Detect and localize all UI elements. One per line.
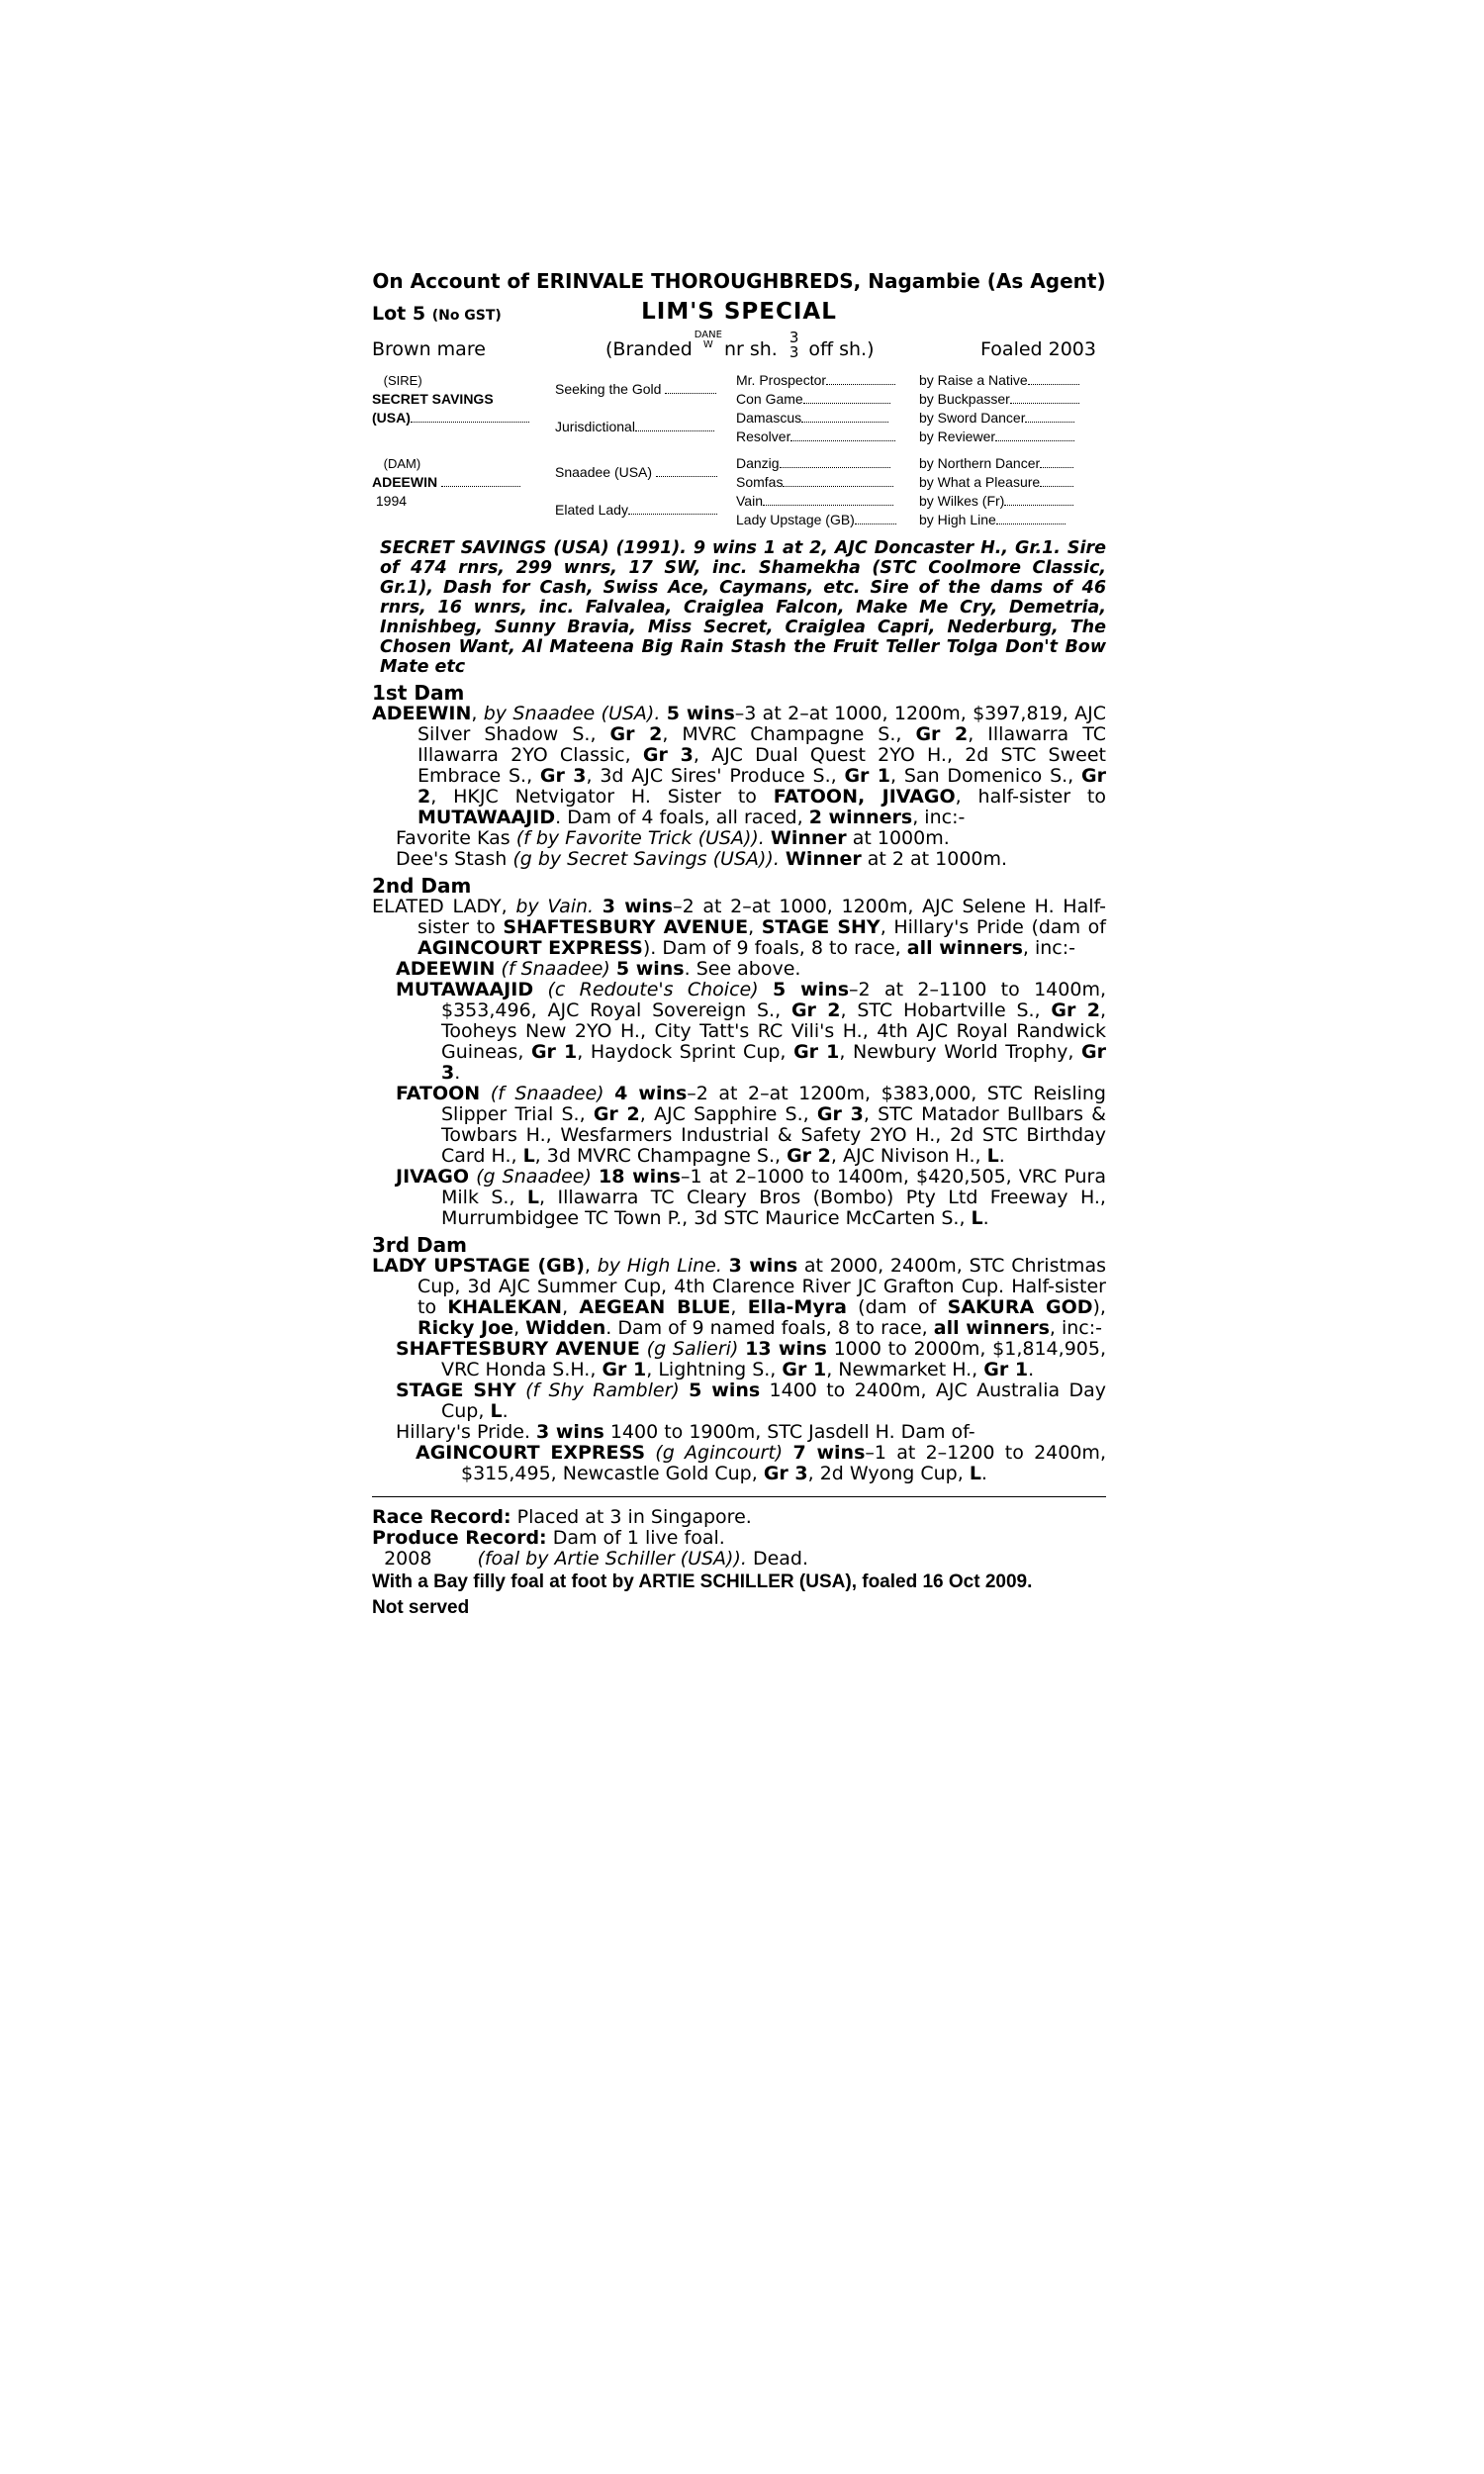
ped-gen3-4: Resolver (736, 427, 919, 445)
records-section (372, 1507, 1106, 1570)
brand-fraction (788, 328, 799, 361)
dam-tag: (DAM) (383, 455, 421, 471)
second-dam-section (372, 876, 1106, 1229)
horse-sex: Brown mare (372, 338, 486, 360)
second-dam-heading: 2nd Dam (372, 874, 472, 898)
brand-mark-top: DANE (694, 330, 722, 340)
ped-gen3-3: Damascus (736, 408, 919, 427)
first-dam-foal-2: Dee's Stash (g by Secret Savings (USA)). Winner at 2 at 1000m. (396, 848, 1008, 870)
produce-record: Produce Record: Dam of 1 live foal. (372, 1527, 725, 1549)
brand-mark-bottom: W (702, 339, 713, 350)
sire-name: SECRET SAVINGS (372, 390, 494, 407)
second-dam-entry: ELATED LADY, by Vain. 3 wins–2 at 2–at 1000, 1200m, AJC Selene H. Half-sister to SHAFTESBURY AVENUE, STAGE SHY, Hillary's Pride (dam of AGINCOURT EXPRESS). Dam of 9 foals, 8 to race, all winners, inc:- (372, 896, 1106, 959)
ped-gen2-2: Jurisdictional (555, 408, 736, 445)
race-record: Race Record: Placed at 3 in Singapore. (372, 1506, 752, 1528)
vendor-line: On Account of ERINVALE THOROUGHBREDS, Nagambie (As Agent) (372, 269, 1106, 293)
sire-country: (USA) (372, 408, 555, 427)
ped-gen4-1: by Raise a Native (919, 370, 1106, 389)
brand-mid: nr sh. (723, 338, 778, 360)
sire-summary: SECRET SAVINGS (USA) (1991). 9 wins 1 at 2, AJC Doncaster H., Gr.1. Sire of 474 rnrs, 299 wnrs, 17 SW, inc. Shamekha (STC Coolmore Classic, Gr.1), Dash for Cash, Swiss Ace, Caymans, etc. Sire of the dams of 46 rnrs, 16 wnrs, inc. Falvalea, Craiglea Falcon, Make Me Cry, Demetria, Innishbeg, Sunny Bravia, Miss Secret, Craiglea Capri, Nederburg, The Chosen Want, Al Mateena Big Rain Stash the Fruit Teller Tolga Don't Bow Mate etc (380, 538, 1106, 677)
brand-info (605, 328, 875, 361)
ped-gen3-7: Vain (736, 491, 919, 510)
second-dam-foal-mutawaajid: MUTAWAAJID (c Redoute's Choice) 5 wins–2 at 2–1100 to 1400m, $353,496, AJC Royal Sovereign S., Gr 2, STC Hobartville S., Gr 2, Tooheys New 2YO H., City Tatt's RC Vili's H., 4th AJC Royal Randwick Guineas, Gr 1, Haydock Sprint Cup, Gr 1, Newbury World Trophy, Gr 3. (396, 979, 1107, 1084)
brand-mark (695, 331, 722, 350)
third-dam-foal-shaftesbury: SHAFTESBURY AVENUE (g Salieri) 13 wins 1000 to 2000m, $1,814,905, VRC Honda S.H., Gr 1, Lightning S., Gr 1, Newmarket H., Gr 1. (396, 1338, 1106, 1380)
ped-gen4-5: by Northern Dancer (919, 453, 1106, 472)
third-dam-foal-stage-shy: STAGE SHY (f Shy Rambler) 5 wins 1400 to 2400m, AJC Australia Day Cup, L. (396, 1380, 1106, 1422)
second-dam-foal-jivago: JIVAGO (g Snaadee) 18 wins–1 at 2–1000 to 1400m, $420,505, VRC Pura Milk S., L, Illawarra TC Cleary Bros (Bombo) Pty Ltd Freeway H., Murrumbidgee TC Town P., 3d STC Maurice McCarten S., L. (396, 1166, 1106, 1229)
ped-gen4-3: by Sword Dancer (919, 408, 1106, 427)
sire-tag: (SIRE) (383, 372, 422, 388)
divider (372, 1496, 1106, 1497)
second-dam-foal-fatoon: FATOON (f Snaadee) 4 wins–2 at 2–at 1200m, $383,000, STC Reisling Slipper Trial S., Gr 2, AJC Sapphire S., Gr 3, STC Matador Bullbars & Towbars H., Wesfarmers Industrial & Safety 2YO H., 2d STC Birthday Card H., L, 3d MVRC Champagne S., Gr 2, AJC Nivison H., L. (396, 1083, 1106, 1167)
produce-2008: 2008 (foal by Artie Schiller (USA)). Dead. (384, 1548, 809, 1570)
first-dam-section (372, 683, 1106, 870)
horse-details-row (372, 328, 1106, 366)
ped-gen3-2: Con Game (736, 389, 919, 408)
third-dam-foal-hillarys-pride: Hillary's Pride. 3 wins 1400 to 1900m, STC Jasdell H. Dam of- (396, 1421, 975, 1443)
first-dam-heading: 1st Dam (372, 681, 465, 705)
first-dam-entry: ADEEWIN, by Snaadee (USA). 5 wins–3 at 2–at 1000, 1200m, $397,819, AJC Silver Shadow S., Gr 2, MVRC Champagne S., Gr 2, Illawarra TC Illawarra 2YO Classic, Gr 3, AJC Dual Quest 2YO H., 2d STC Sweet Embrace S., Gr 3, 3d AJC Sires' Produce S., Gr 1, San Domenico S., Gr 2, HKJC Netvigator H. Sister to FATOON, JIVAGO, half-sister to MUTAWAAJID. Dam of 4 foals, all raced, 2 winners, inc:- (372, 703, 1106, 828)
horse-name: LIM'S SPECIAL (641, 299, 837, 325)
ped-gen4-4: by Reviewer (919, 427, 1106, 445)
served-status: Not served (372, 1597, 470, 1618)
catalogue-page (372, 269, 1106, 1621)
third-dam-section (372, 1235, 1106, 1484)
ped-gen3-1: Mr. Prospector (736, 370, 919, 389)
dam-year: 1994 (375, 492, 408, 509)
lot-label: Lot 5 (372, 303, 426, 325)
ped-gen4-7: by Wilkes (Fr) (919, 491, 1106, 510)
closing-notes (372, 1570, 1106, 1621)
ped-gen2-3: Snaadee (USA) (555, 453, 736, 491)
pedigree-table (372, 370, 1106, 528)
ped-gen3-6: Somfas (736, 472, 919, 491)
foal-at-foot: With a Bay filly foal at foot by ARTIE SCHILLER (USA), foaled 16 Oct 2009. (372, 1571, 1033, 1592)
third-dam-entry: LADY UPSTAGE (GB), by High Line. 3 wins at 2000, 2400m, STC Christmas Cup, 3d AJC Summer Cup, 4th Clarence River JC Grafton Cup. Half-sister to KHALEKAN, AEGEAN BLUE, Ella-Myra (dam of SAKURA GOD), Ricky Joe, Widden. Dam of 9 named foals, 8 to race, all winners, inc:- (372, 1255, 1106, 1339)
dam-name: ADEEWIN (372, 472, 555, 491)
ped-gen3-8: Lady Upstage (GB) (736, 510, 919, 528)
second-dam-foal-adeewin: ADEEWIN (f Snaadee) 5 wins. See above. (396, 958, 801, 980)
ped-gen4-2: by Buckpasser (919, 389, 1106, 408)
brand-fraction-top: 3 (788, 328, 799, 346)
gst-note: (No GST) (431, 308, 502, 324)
lot-row (372, 301, 1106, 331)
third-dam-grandfoal-agincourt: AGINCOURT EXPRESS (g Agincourt) 7 wins–1 at 2–1200 to 2400m, $315,495, Newcastle Gold Cup, Gr 3, 2d Wyong Cup, L. (416, 1442, 1106, 1484)
brand-fraction-bottom: 3 (788, 342, 799, 361)
brand-prefix: (Branded (605, 338, 693, 360)
ped-gen2-1: Seeking the Gold (555, 370, 736, 408)
ped-gen4-8: by High Line (919, 510, 1106, 528)
ped-gen3-5: Danzig (736, 453, 919, 472)
brand-suffix: off sh.) (808, 338, 875, 360)
ped-gen2-4: Elated Lady (555, 491, 736, 528)
third-dam-heading: 3rd Dam (372, 1233, 467, 1257)
foaled-year: Foaled 2003 (980, 338, 1096, 360)
ped-gen4-6: by What a Pleasure (919, 472, 1106, 491)
first-dam-foal-1: Favorite Kas (f by Favorite Trick (USA)). Winner at 1000m. (396, 827, 950, 849)
